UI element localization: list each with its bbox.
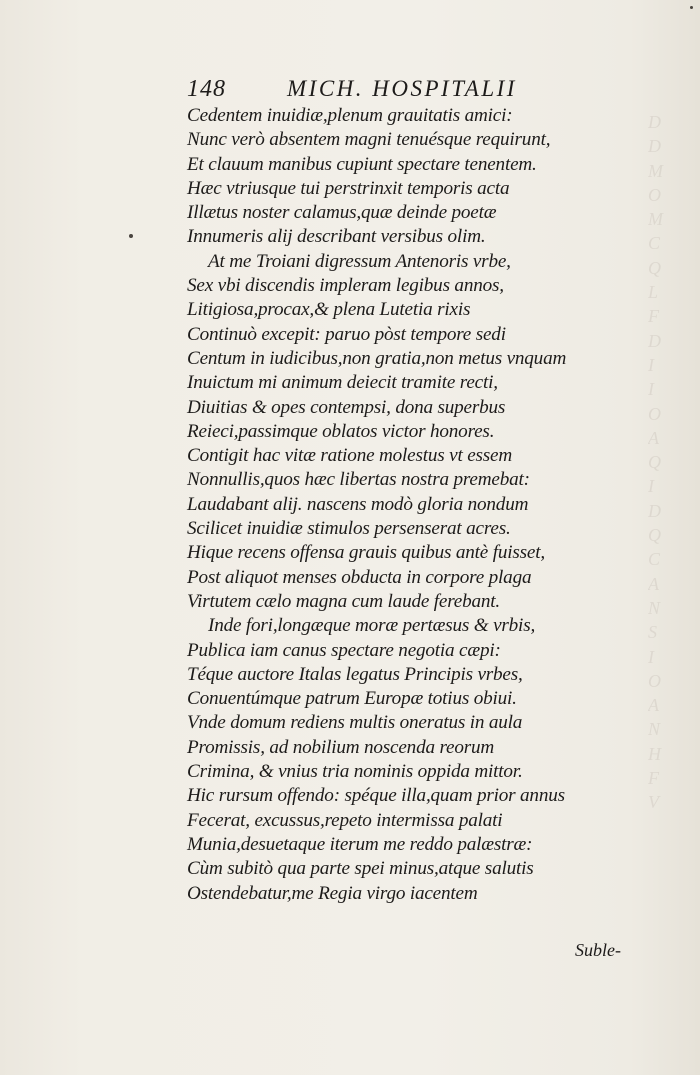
poem-line: Fecerat, excussus,repeto intermissa palati bbox=[187, 809, 503, 831]
poem-line: Virtutem cælo magna cum laude ferebant. bbox=[187, 590, 500, 612]
ink-speck bbox=[129, 234, 133, 238]
poem-line: Nonnullis,quos hæc libertas nostra premebat: bbox=[187, 469, 530, 491]
page-number: 148 bbox=[187, 76, 226, 102]
poem-line: Continuò excepit: paruo pòst tempore sedi bbox=[187, 323, 506, 345]
poem-line: At me Troiani digressum Antenoris vrbe, bbox=[208, 250, 511, 272]
poem-line: Hique recens offensa grauis quibus antè fuisset, bbox=[187, 542, 545, 564]
poem-line: Scilicet inuidiæ stimulos persenserat acres. bbox=[187, 518, 511, 540]
poem-line: Cùm subitò qua parte spei minus,atque salutis bbox=[187, 858, 534, 880]
poem-line: Ostendebatur,me Regia virgo iacentem bbox=[187, 882, 478, 904]
poem-line: Nunc verò absentem magni tenuésque requirunt, bbox=[187, 129, 551, 151]
poem-line: Post aliquot menses obducta in corpore plaga bbox=[187, 566, 532, 588]
running-title: MICH. HOSPITALII bbox=[287, 76, 517, 101]
poem-line: Vnde domum rediens multis oneratus in aula bbox=[187, 712, 523, 734]
poem-line: Conuentúmque patrum Europæ totius obiui. bbox=[187, 688, 517, 710]
poem-line: Diuitias & opes contempsi, dona superbus bbox=[187, 396, 506, 418]
poem-line: Contigit hac vitæ ratione molestus vt essem bbox=[187, 445, 513, 467]
ink-speck bbox=[690, 6, 693, 9]
poem-line: Hæc vtriusque tui perstrinxit temporis acta bbox=[187, 177, 510, 199]
poem-line: Promissis, ad nobilium noscenda reorum bbox=[187, 736, 495, 758]
poem-line: Innumeris alij describant versibus olim. bbox=[187, 226, 486, 248]
poem-line: Cedentem inuidiæ,plenum grauitatis amici: bbox=[187, 105, 513, 126]
poem-line: Munia,desuetaque iterum me reddo palæstræ: bbox=[187, 833, 533, 855]
poem-line: Illætus noster calamus,quæ deinde poetæ bbox=[187, 202, 497, 224]
show-through-text: D D M O M C Q L F D I I O A Q I D Q C A N S I O A N H F V bbox=[648, 112, 663, 813]
poem-line: Crimina, & vnius tria nominis oppida mittor. bbox=[187, 761, 523, 783]
catchword: Suble- bbox=[575, 940, 621, 960]
poem-line: Inuictum mi animum deiecit tramite recti, bbox=[187, 372, 498, 394]
poem-line: Inde fori,longæque moræ pertæsus & vrbis, bbox=[208, 615, 536, 637]
poem-line: Publica iam canus spectare negotia cæpi: bbox=[187, 639, 501, 661]
poem-line: Sex vbi discendis impleram legibus annos, bbox=[187, 275, 504, 297]
poem-line: Reieci,passimque oblatos victor honores. bbox=[187, 420, 495, 442]
poem-line: Et clauum manibus cupiunt spectare tenentem. bbox=[187, 153, 537, 175]
poem-line: Laudabant alij. nascens modò gloria nondum bbox=[187, 493, 529, 515]
poem-line: Téque auctore Italas legatus Principis vrbes, bbox=[187, 663, 523, 685]
poem-line: Litigiosa,procax,& plena Lutetia rixis bbox=[187, 299, 471, 321]
poem-text-block bbox=[187, 104, 647, 906]
poem-line: Centum in iudicibus,non gratia,non metus vnquam bbox=[187, 347, 567, 369]
poem-line: Hic rursum offendo: spéque illa,quam prior annus bbox=[187, 785, 565, 807]
